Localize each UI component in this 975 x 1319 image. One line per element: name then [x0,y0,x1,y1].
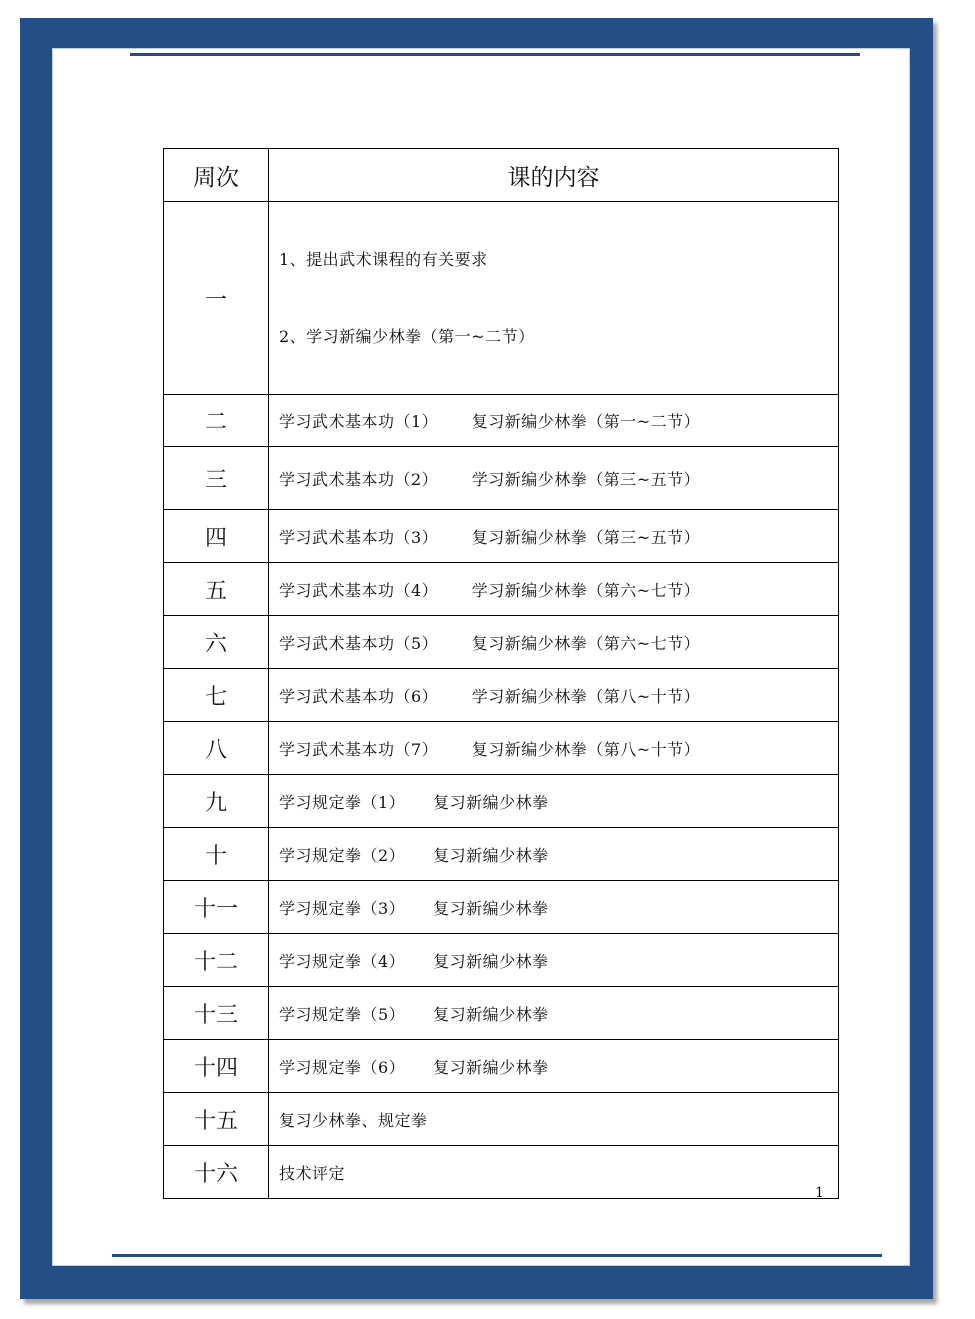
content-cell: 学习武术基本功（7） 复习新编少林拳（第八~十节） [269,722,839,775]
week-cell: 六 [164,616,269,669]
week-cell: 十四 [164,1040,269,1093]
week-cell: 十三 [164,987,269,1040]
content-cell: 学习武术基本功（2） 学习新编少林拳（第三~五节） [269,447,839,510]
table-row [164,934,839,987]
table-row [164,1093,839,1146]
table-row [164,563,839,616]
table-row [164,1146,839,1199]
content-cell: 学习武术基本功（4） 学习新编少林拳（第六~七节） [269,563,839,616]
content-line: 1、提出武术课程的有关要求 [279,250,488,269]
content-cell: 学习规定拳（6） 复习新编少林拳 [269,1040,839,1093]
content-cell: 学习规定拳（1） 复习新编少林拳 [269,775,839,828]
week-cell: 九 [164,775,269,828]
content-cell: 复习少林拳、规定拳 [269,1093,839,1146]
table-row [164,447,839,510]
table-row [164,395,839,447]
week-cell: 十六 [164,1146,269,1199]
week-cell: 十五 [164,1093,269,1146]
content-cell: 学习武术基本功（6） 学习新编少林拳（第八~十节） [269,669,839,722]
week-cell: 八 [164,722,269,775]
table-row [164,616,839,669]
week-cell: 十 [164,828,269,881]
schedule-table [163,148,839,1199]
header-week: 周次 [164,149,269,202]
top-rule [130,53,860,56]
week-cell: 一 [164,202,269,395]
week-cell: 五 [164,563,269,616]
week-cell: 四 [164,510,269,563]
table-row [164,669,839,722]
content-cell: 学习武术基本功（1） 复习新编少林拳（第一~二节） [269,395,839,447]
table-row [164,1040,839,1093]
content-cell: 技术评定 [269,1146,839,1199]
content-cell: 学习规定拳（3） 复习新编少林拳 [269,881,839,934]
table-row [164,881,839,934]
content-cell: 学习规定拳（2） 复习新编少林拳 [269,828,839,881]
content-cell: 学习规定拳（5） 复习新编少林拳 [269,987,839,1040]
table-row [164,987,839,1040]
week-cell: 十一 [164,881,269,934]
table-row [164,722,839,775]
week-cell: 二 [164,395,269,447]
table-row [164,828,839,881]
table-row [164,202,839,395]
table-row [164,775,839,828]
header-content: 课的内容 [269,149,839,202]
bottom-rule [112,1254,882,1257]
content-line: 2、学习新编少林拳（第一~二节） [279,327,535,346]
header-row [164,149,839,202]
week-cell: 三 [164,447,269,510]
content-cell: 学习武术基本功（5） 复习新编少林拳（第六~七节） [269,616,839,669]
content-cell [269,202,839,395]
content-cell: 学习规定拳（4） 复习新编少林拳 [269,934,839,987]
page-number: 1 [815,1185,824,1201]
week-cell: 七 [164,669,269,722]
week-cell: 十二 [164,934,269,987]
content-cell: 学习武术基本功（3） 复习新编少林拳（第三~五节） [269,510,839,563]
table-row [164,510,839,563]
